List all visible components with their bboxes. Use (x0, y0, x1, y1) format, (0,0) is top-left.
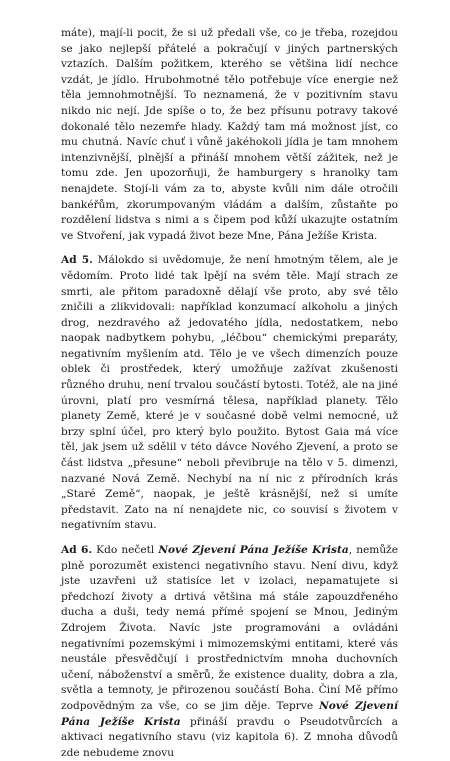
paragraph-text: Kdo nečetl (92, 544, 159, 556)
section-label-ad-6: Ad 6. (61, 544, 93, 556)
paragraph-text: máte), mají-li pocit, že si už předali vše, co je třeba, rozejdou se jako nejlepší přátelé a pokračují v jiných partnerských vztazích. Dalším požitkem, kterého se většina lidí nechce vzdát, je jídlo. Hrubohmotné tělo potřebuje více energie než těla jemnohmotnější. To neznamená, že v pozitivním stavu nikdo nic nejí. Jde spíše o to, že bez přísunu potravy takové dokonalé tělo nezemře hlady. Každý tam má možnost jíst, co mu chutná. Navíc chuť i vůně jakéhokoli jídla je tam mnohem intenzivnější, plnější a přináší mnohem větší zážitek, než je tomu zde. Jen upozorňuji, že hamburgery s hranolky tam nenajdete. Stojí-li vám za to, abyste kvůli nim dále otročili bankéřům, zkorumpovaným vládám a dalším, zůstaňte po rozdělení lidstva s nimi a s čipem pod kůží ukazujte ostatním ve Stvoření, jak vypadá život beze Mne, Pána Ježíše Krista. (61, 27, 398, 242)
paragraph-text: , nemůže plně porozumět existenci negativního stavu. Není divu, když jste uzavřeni už statisíce let v izolaci, nepamatujete si předchozí životy a drtivá většina má stále zapouzdřeného ducha a duši, tedy nemá přímé spojení se Mnou, Jediným Zdrojem Života. Navíc jste programováni a ovládáni negativními pozemskými i mimozemskými entitami, které vás neustále přesvědčují i prostřednictvím mnoha duchovních učení, náboženství a směrů, že existence duality, dobra a zla, světla a temnoty, je přirozenou součástí Boha. Činí Mě přímo zodpovědným za vše, co se jim děje. Teprve (61, 544, 398, 712)
paragraph-food (61, 26, 398, 244)
paragraph-text: Málokdo si uvědomuje, že není hmotným tělem, ale je vědomím. Proto lidé tak lpějí na svém těle. Mají strach ze smrti, ale přitom paradoxně dělají vše proto, aby své tělo zničili a zlikvidovali: například konzumací alkoholu a jiných drog, nezdravého až jedovatého jídla, nedostatkem, nebo naopak nadbytkem pohybu, „léčbou“ chemickými preparáty, negativním myšlením atd. Tělo je ve všech dimenzích pouze oblek či prostředek, který umožňuje zažívat zkušenosti různého druhu, není trvalou součástí bytosti. Totéž, ale na jiné úrovni, platí pro vesmírná tělesa, například planety. Tělo planety Země, které je v současné době velmi nemocné, už brzy splní účel, pro který bylo použito. Bytost Gaia má více těl, jak jsem už sdělil v této dávce Nového Zjevení, a proto se část lidstva „přesune“ neboli převibruje na tělo v 5. dimenzi, nazvané Nová Země. Nechybí na ní nic z přírodních krás „Staré Země“, naopak, je ještě krásnější, než si umíte představit. Zato na ní nenajdete nic, co souvisí s životem v negativním stavu. (61, 254, 398, 532)
paragraph-text: přináší pravdu o Pseudotvůrcích a aktivaci negativního stavu (viz kapitola 6). Z mnoha důvodů zde nebudeme znovu (61, 715, 398, 759)
paragraph-ad-5 (61, 253, 398, 534)
book-title-emphasis: Nové Zjevení Pána Ježíše Krista (61, 699, 398, 728)
paragraph-ad-6 (61, 543, 398, 761)
section-label-ad-5: Ad 5. (61, 254, 93, 267)
book-title-emphasis: Nové Zjevení Pána Ježíše Krista (158, 544, 349, 556)
